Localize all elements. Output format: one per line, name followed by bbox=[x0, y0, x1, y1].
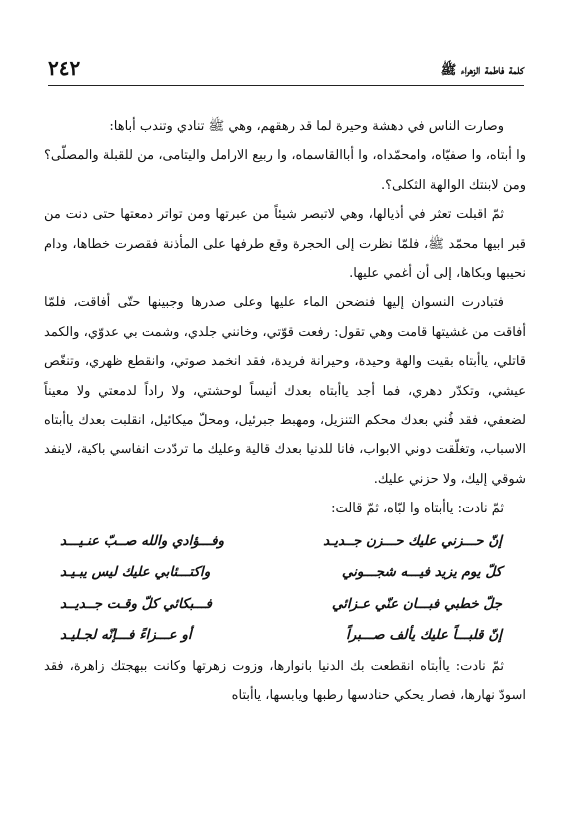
verse-first-hemistich: إنّ حـــزني عليك حـــزن جــديـد bbox=[323, 532, 502, 549]
paragraph: فتبادرت النسوان إليها فنضحن الماء عليها وعلى صدرها وجبينها حتّى أفاقت، فلمّا أفاقت من غشيتها قامت وهي تقول: رفعت قوّتي، وخانني جلدي، وشمت بي عدوّي، والكمد قاتلي، ياأبتاه بقيت والهة وحيدة، وحيرانة فريدة، فقد انخمد صوتي، وانقطع ظهري، وتنغّص عيشي، وتكدّر دهري، فما أجد ياأبتاه بعدك أنيساً لوحشتي، ولا راداً لدمعتي ولا معيناً لضعفي، فقد فُني بعدك محكم التنزيل، ومهبط جبرئيل، ومحلّ ميكائيل، انقلبت بعدك ياأبتاه الاسباب، وتغلّقت دوني الابواب، فانا للدنيا بعدك قالية وعليك ما تردّدت انفاسي باكية، لاينفد شوقي إليك، ولا حزني عليك. bbox=[44, 295, 526, 487]
verse bbox=[44, 526, 526, 558]
verse-first-hemistich: إنّ قلبـــاً عليك يألف صـــبراً bbox=[346, 627, 502, 644]
verse-second-hemistich: وفـــؤادي والله صــبّ عنـيـــد bbox=[60, 532, 225, 549]
verse-first-hemistich: كلّ يوم يزيد فيـــه شجـــوني bbox=[341, 564, 502, 581]
verse-first-hemistich: جلّ خطبي فبـــان عنّي عـزائي bbox=[331, 595, 502, 612]
verse bbox=[44, 557, 526, 589]
verse bbox=[44, 620, 526, 652]
page-header bbox=[48, 56, 524, 86]
page-number: ٢٤٢ bbox=[48, 56, 81, 80]
verse-second-hemistich: واكتـــئابي عليك ليس يبـيـد bbox=[60, 564, 211, 581]
paragraph: وصارت الناس في دهشة وحيرة لما قد رهقهم، وهي ﷺ تنادي وتندب أباها: bbox=[109, 119, 504, 134]
poem bbox=[44, 526, 526, 652]
paragraph: ثمّ نادت: ياأبتاه وا لبّاه، ثمّ قالت: bbox=[331, 501, 504, 517]
page-body bbox=[44, 112, 526, 814]
paragraph: ثمّ نادت: ياأبتاه انقطعت بك الدنيا بانوارها، وزوت زهرتها وكانت ببهجتك زاهرة، فقد اسودّ نهارها، فصار يحكي حنادسها رطبها ويابسها، ياأبتاه bbox=[44, 658, 526, 704]
verse-second-hemistich: فـــبكائي كلّ وقـت جــديــد bbox=[60, 595, 213, 612]
verse-second-hemistich: أو عـــزاءً فـــإنّه لجـليـد bbox=[60, 627, 192, 644]
running-title: كلمة فاطمة الزهراء ﷺ bbox=[440, 63, 524, 78]
paragraph: ثمّ اقبلت تعثر في أذيالها، وهي لاتبصر شيئاً من عبرتها ومن تواتر دمعتها حتى دنت من قبر ابيها محمّد ﷺ، فلمّا نظرت إلى الحجرة وقع طرفها على المأذنة فقصرت خطاها، ودام نحيبها وبكاها، إلى أن أغمي عليها. bbox=[44, 207, 526, 282]
header-rule bbox=[48, 85, 524, 86]
paragraph: وا أبتاه، وا صفيّاه، وامحمّداه، وا أباالقاسماه، وا ربيع الارامل واليتامى، من للقبلة والمصلّى؟ ومن لابنتك الوالهة الثكلى؟. bbox=[44, 148, 526, 193]
verse bbox=[44, 589, 526, 621]
